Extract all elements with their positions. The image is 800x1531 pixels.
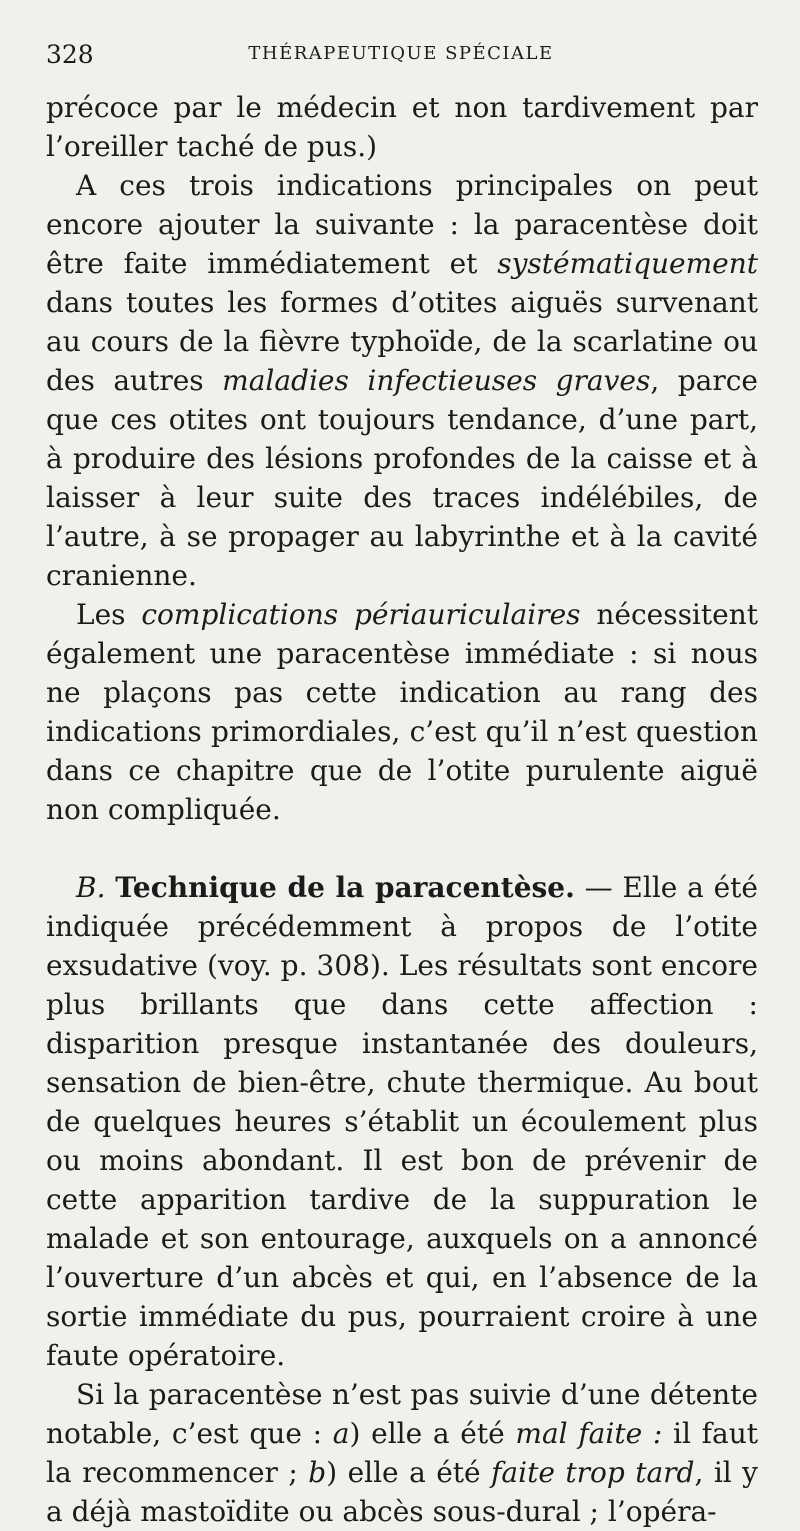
- paragraph-5-text-b: ) elle a été: [349, 1417, 516, 1450]
- paragraph-2-text-a: A ces trois indications principales on peut encore ajouter la suivante : la paracentèse doit être faite immédiatement et: [46, 169, 758, 280]
- paragraph-5-text-d: ) elle a été: [326, 1456, 492, 1489]
- paragraph-2: [46, 166, 758, 595]
- paragraph-5: [46, 1375, 758, 1531]
- paragraph-4-text: — Elle a été indiquée précédemment à propos de l’otite exsudative (voy. p. 308). Les résultats sont encore plus brillants que dans cette affection : disparition presque instantanée des douleurs, sensation de bien-être, chute thermique. Au bout de quelques heures s’établit un écoulement plus ou moins abondant. Il est bon de prévenir de cette apparition tardive de la suppuration le malade et son entourage, auxquels on a annoncé l’ouverture d’un abcès et qui, en l’absence de la sortie immédiate du pus, pourraient croire à une faute opératoire.: [46, 871, 759, 1372]
- page-body: [46, 88, 758, 1531]
- paragraph-5-emphasis-2: mal faite :: [515, 1417, 663, 1450]
- paragraph-1-text: précoce par le médecin et non tardivement par l’oreiller taché de pus.): [46, 91, 758, 163]
- paragraph-3-emphasis-1: complications périauriculaires: [141, 598, 581, 631]
- page-header: [46, 40, 756, 70]
- paragraph-2-text-c: , parce que ces otites ont toujours tendance, d’une part, à produire des lésions profondes de la caisse et à laisser à leur suite des traces indélébiles, de l’autre, à se propager au labyrinthe et à la cavité cranienne.: [46, 364, 758, 592]
- paragraph-5-text-e: , il y a déjà mastoïdite ou abcès sous-dural ; l’opéra-: [46, 1456, 758, 1528]
- paragraph-5-emphasis-4: faite trop tard: [491, 1456, 695, 1489]
- section-heading: Technique de la paracentèse.: [115, 871, 575, 904]
- paragraph-3-text-b: nécessitent également une paracentèse immédiate : si nous ne plaçons pas cette indication au rang des indications primordiales, c’est qu’il n’est question dans ce chapitre que de l’otite purulente aiguë non compliquée.: [46, 598, 758, 826]
- page-number: 328: [46, 40, 94, 69]
- paragraph-5-emphasis-1: a: [332, 1417, 350, 1450]
- paragraph-2-text-b: dans toutes les formes d’otites aiguës survenant au cours de la fièvre typhoïde, de la scarlatine ou des autres: [46, 286, 758, 397]
- paragraph-2-emphasis-1: systématiquement: [497, 247, 758, 280]
- paragraph-5-text-c: il faut la recommencer ;: [46, 1417, 758, 1489]
- running-title: THÉRAPEUTIQUE SPÉCIALE: [248, 43, 554, 64]
- paragraph-2-emphasis-2: maladies infectieuses graves: [222, 364, 651, 397]
- paragraph-3-text-a: Les: [76, 598, 142, 631]
- paragraph-5-emphasis-3: b: [308, 1456, 327, 1489]
- paragraph-3: [46, 595, 758, 829]
- paragraph-1: [46, 88, 758, 166]
- paragraph-5-text-a: Si la paracentèse n’est pas suivie d’une détente notable, c’est que :: [46, 1378, 758, 1450]
- paragraph-4: [46, 868, 758, 1375]
- section-label: B.: [76, 871, 106, 904]
